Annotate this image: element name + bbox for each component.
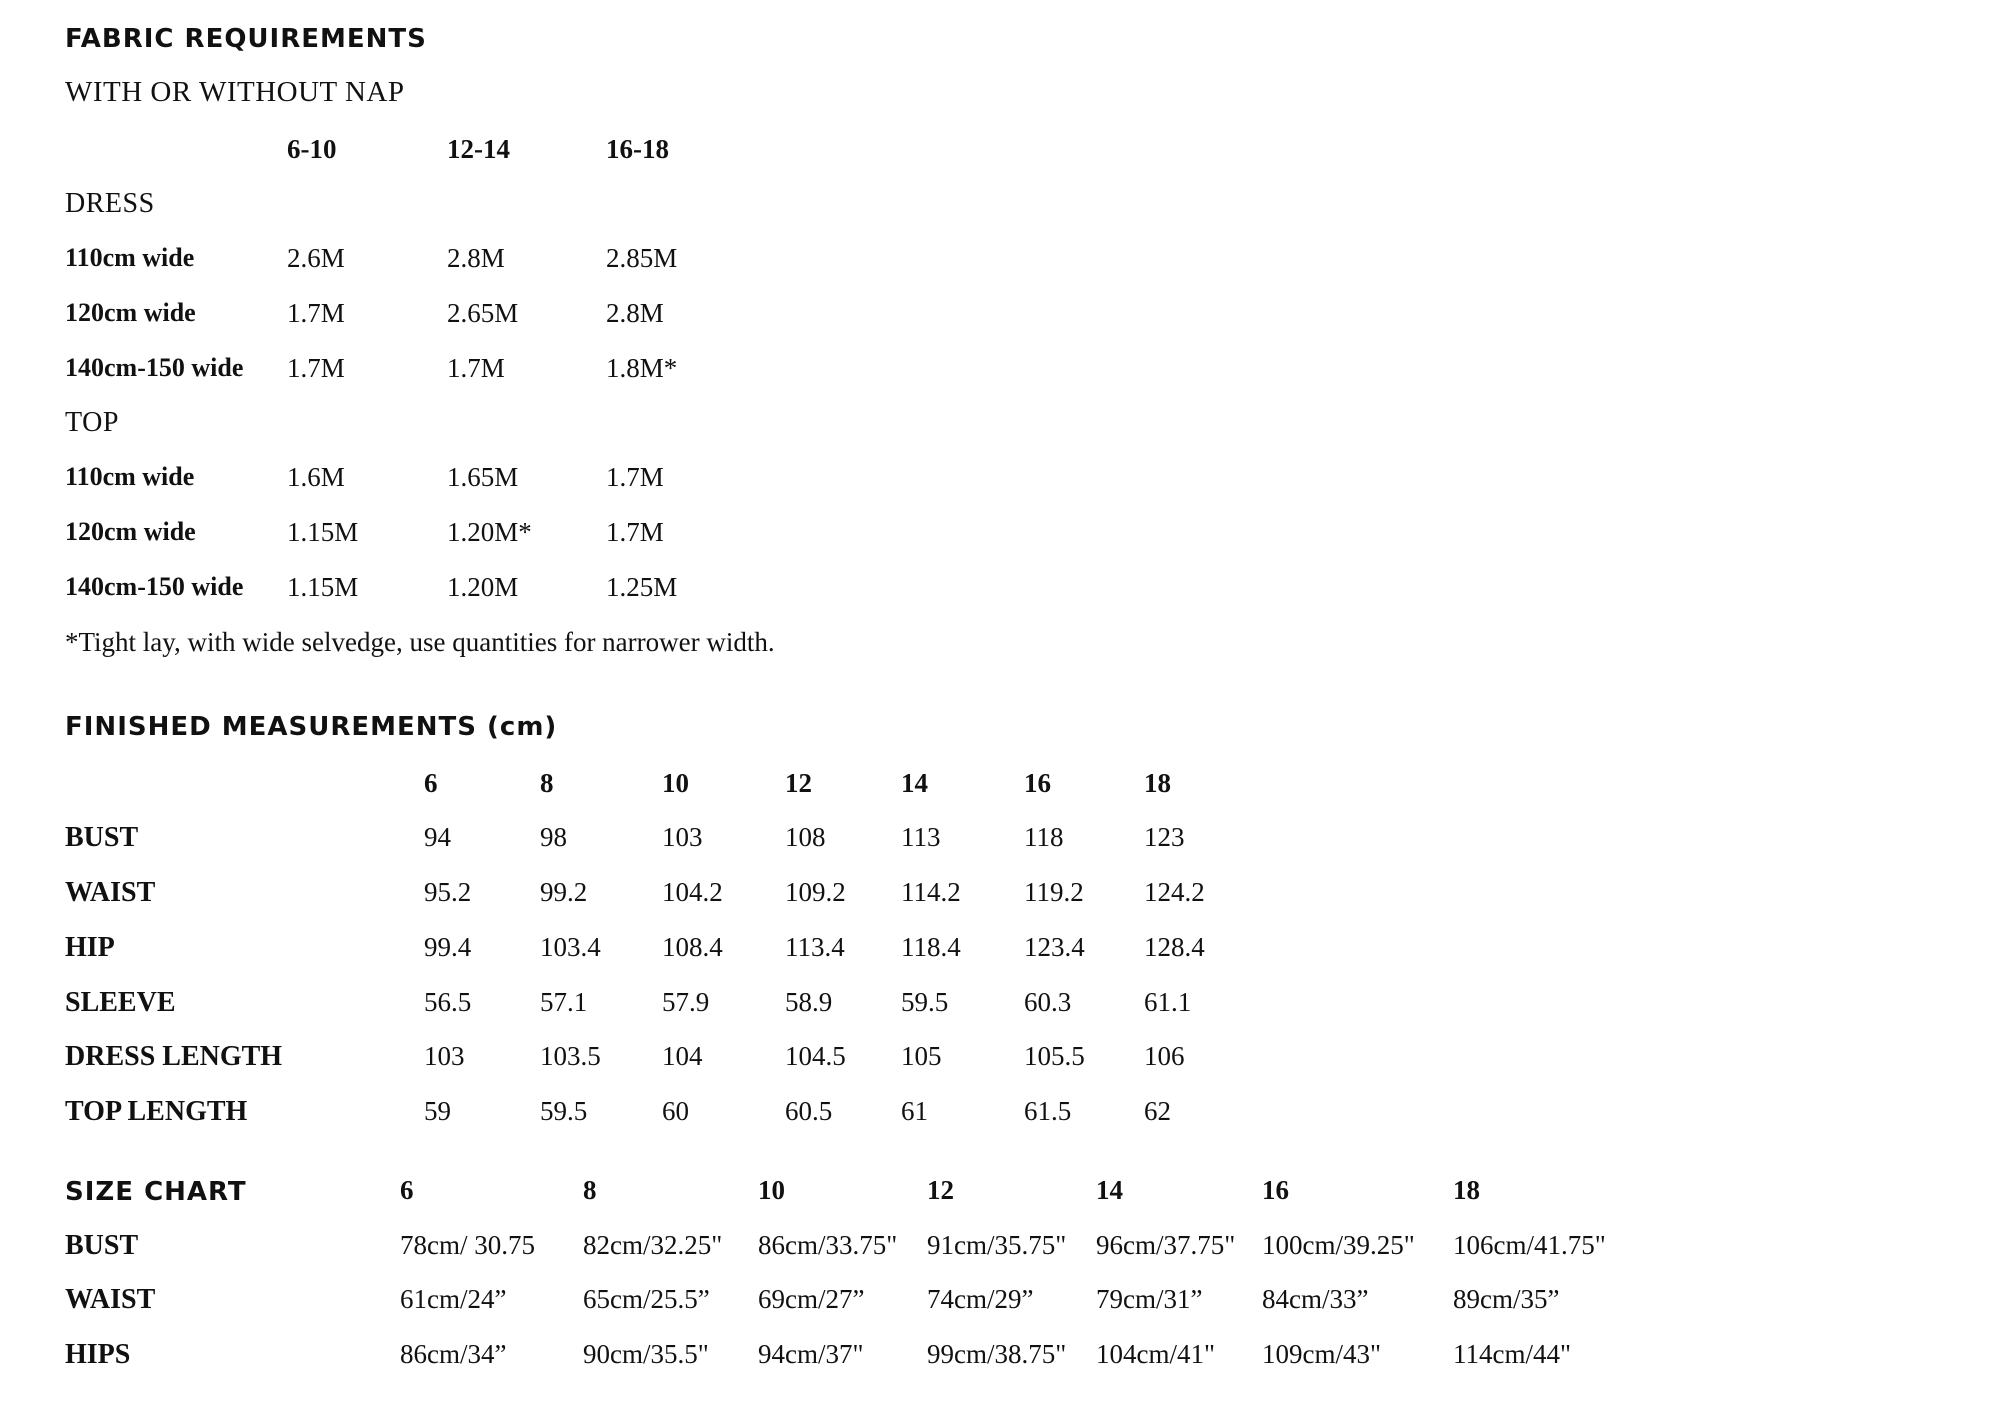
size-chart-value: 114cm/44" <box>1453 1339 1572 1369</box>
finished-size-header: 12 <box>785 768 812 798</box>
finished-value: 103.5 <box>540 1041 601 1071</box>
fabric-value: 1.20M <box>447 572 519 602</box>
size-chart-value: 65cm/25.5” <box>583 1284 710 1314</box>
fabric-section-heading <box>0 407 1900 447</box>
fabric-width-label: 110cm wide <box>65 462 195 491</box>
fabric-value: 1.7M <box>287 298 345 328</box>
finished-value: 103.4 <box>540 932 601 962</box>
size-chart-row <box>0 1230 1900 1270</box>
fabric-value: 1.6M <box>287 462 345 492</box>
finished-row-label: SLEEVE <box>65 987 176 1018</box>
finished-value: 119.2 <box>1024 877 1084 907</box>
finished-value: 104 <box>662 1041 703 1071</box>
finished-value: 113.4 <box>785 932 845 962</box>
fabric-width-label: 140cm-150 wide <box>65 572 244 601</box>
fabric-size-header: 6-10 <box>287 134 337 164</box>
fabric-requirements-title: FABRIC REQUIREMENTS <box>65 24 427 54</box>
finished-value: 128.4 <box>1144 932 1205 962</box>
nap-subtitle: WITH OR WITHOUT NAP <box>65 76 405 108</box>
finished-value: 61.1 <box>1144 987 1192 1017</box>
dress-section-label: DRESS <box>65 188 155 219</box>
size-chart-value: 69cm/27” <box>758 1284 865 1314</box>
finished-row <box>0 822 1900 862</box>
finished-value: 109.2 <box>785 877 846 907</box>
fabric-footnote: *Tight lay, with wide selvedge, use quantities for narrower width. <box>65 627 775 657</box>
fabric-value: 2.8M <box>447 243 505 273</box>
fabric-size-header: 12-14 <box>447 134 510 164</box>
finished-row <box>0 1096 1900 1136</box>
finished-value: 57.1 <box>540 987 588 1017</box>
fabric-row <box>0 517 1900 557</box>
finished-size-header: 10 <box>662 768 689 798</box>
finished-value: 105.5 <box>1024 1041 1085 1071</box>
size-chart-row-label: BUST <box>65 1230 139 1261</box>
finished-value: 104.5 <box>785 1041 846 1071</box>
finished-value: 106 <box>1144 1041 1185 1071</box>
finished-row <box>0 1041 1900 1081</box>
finished-value: 59.5 <box>540 1096 588 1126</box>
size-chart-value: 79cm/31” <box>1096 1284 1203 1314</box>
size-chart-value: 109cm/43" <box>1262 1339 1382 1369</box>
finished-value: 61.5 <box>1024 1096 1072 1126</box>
size-chart-size-header: 10 <box>758 1175 785 1205</box>
fabric-row <box>0 298 1900 338</box>
size-chart-value: 106cm/41.75" <box>1453 1230 1606 1260</box>
size-chart-value: 86cm/33.75" <box>758 1230 898 1260</box>
fabric-value: 1.7M <box>287 353 345 383</box>
finished-row <box>0 987 1900 1027</box>
size-chart-row <box>0 1284 1900 1324</box>
finished-row-label: BUST <box>65 822 139 853</box>
finished-row <box>0 877 1900 917</box>
fabric-value: 1.15M <box>287 572 359 602</box>
fabric-value: 2.6M <box>287 243 345 273</box>
size-chart-size-header: 14 <box>1096 1175 1123 1205</box>
size-chart-value: 94cm/37" <box>758 1339 864 1369</box>
finished-row-label: HIP <box>65 932 115 963</box>
size-chart-value: 84cm/33” <box>1262 1284 1369 1314</box>
size-chart-value: 104cm/41" <box>1096 1339 1216 1369</box>
finished-value: 60.5 <box>785 1096 833 1126</box>
fabric-value: 1.65M <box>447 462 519 492</box>
fabric-value: 1.25M <box>606 572 678 602</box>
finished-value: 108 <box>785 822 826 852</box>
fabric-size-header: 16-18 <box>606 134 669 164</box>
finished-measurements-title: FINISHED MEASUREMENTS (cm) <box>65 712 558 742</box>
fabric-size-header-row <box>0 134 1900 174</box>
fabric-row <box>0 572 1900 612</box>
finished-value: 123 <box>1144 822 1185 852</box>
finished-value: 103 <box>662 822 703 852</box>
finished-value: 108.4 <box>662 932 723 962</box>
size-chart-value: 61cm/24” <box>400 1284 507 1314</box>
fabric-section-heading <box>0 188 1900 228</box>
finished-value: 118 <box>1024 822 1064 852</box>
finished-value: 123.4 <box>1024 932 1085 962</box>
finished-value: 124.2 <box>1144 877 1205 907</box>
finished-row-label: DRESS LENGTH <box>65 1041 283 1072</box>
finished-value: 94 <box>424 822 451 852</box>
size-chart-value: 100cm/39.25" <box>1262 1230 1415 1260</box>
size-chart-title: SIZE CHART <box>65 1177 247 1207</box>
size-chart-size-header: 6 <box>400 1175 414 1205</box>
finished-value: 99.2 <box>540 877 588 907</box>
finished-size-header: 14 <box>901 768 928 798</box>
fabric-width-label: 110cm wide <box>65 243 195 272</box>
finished-value: 59.5 <box>901 987 949 1017</box>
finished-value: 99.4 <box>424 932 472 962</box>
finished-size-header-row <box>0 768 1900 808</box>
finished-value: 62 <box>1144 1096 1171 1126</box>
fabric-width-label: 120cm wide <box>65 298 196 327</box>
fabric-width-label: 140cm-150 wide <box>65 353 244 382</box>
fabric-row <box>0 243 1900 283</box>
finished-value: 113 <box>901 822 941 852</box>
finished-size-header: 8 <box>540 768 554 798</box>
fabric-value: 2.65M <box>447 298 519 328</box>
size-chart-value: 86cm/34” <box>400 1339 507 1369</box>
finished-value: 114.2 <box>901 877 961 907</box>
size-chart-size-header: 18 <box>1453 1175 1480 1205</box>
finished-size-header: 18 <box>1144 768 1171 798</box>
finished-value: 104.2 <box>662 877 723 907</box>
size-chart-value: 96cm/37.75" <box>1096 1230 1236 1260</box>
fabric-value: 1.7M <box>447 353 505 383</box>
fabric-value: 2.85M <box>606 243 678 273</box>
size-chart-value: 82cm/32.25" <box>583 1230 723 1260</box>
finished-value: 56.5 <box>424 987 472 1017</box>
fabric-value: 2.8M <box>606 298 664 328</box>
size-chart-size-header: 8 <box>583 1175 597 1205</box>
size-chart-header-row <box>0 1175 1900 1215</box>
finished-value: 57.9 <box>662 987 710 1017</box>
finished-row <box>0 932 1900 972</box>
size-chart-value: 89cm/35” <box>1453 1284 1560 1314</box>
finished-value: 103 <box>424 1041 465 1071</box>
size-chart-value: 99cm/38.75" <box>927 1339 1067 1369</box>
finished-value: 60.3 <box>1024 987 1072 1017</box>
fabric-value: 1.15M <box>287 517 359 547</box>
finished-row-label: TOP LENGTH <box>65 1096 248 1127</box>
fabric-value: 1.7M <box>606 462 664 492</box>
size-chart-row-label: HIPS <box>65 1339 131 1370</box>
fabric-value: 1.8M* <box>606 353 678 383</box>
finished-value: 98 <box>540 822 567 852</box>
finished-value: 118.4 <box>901 932 961 962</box>
fabric-row <box>0 462 1900 502</box>
size-chart-value: 78cm/ 30.75 <box>400 1230 535 1260</box>
finished-value: 95.2 <box>424 877 472 907</box>
size-chart-value: 90cm/35.5" <box>583 1339 709 1369</box>
size-chart-size-header: 16 <box>1262 1175 1289 1205</box>
fabric-value: 1.7M <box>606 517 664 547</box>
fabric-value: 1.20M* <box>447 517 532 547</box>
finished-value: 61 <box>901 1096 928 1126</box>
finished-size-header: 16 <box>1024 768 1051 798</box>
finished-value: 59 <box>424 1096 451 1126</box>
size-chart-size-header: 12 <box>927 1175 954 1205</box>
size-chart-value: 74cm/29” <box>927 1284 1034 1314</box>
finished-value: 60 <box>662 1096 689 1126</box>
size-chart-row-label: WAIST <box>65 1284 156 1315</box>
finished-value: 58.9 <box>785 987 833 1017</box>
fabric-row <box>0 353 1900 393</box>
finished-value: 105 <box>901 1041 942 1071</box>
size-chart-row <box>0 1339 1900 1379</box>
size-chart-value: 91cm/35.75" <box>927 1230 1067 1260</box>
finished-row-label: WAIST <box>65 877 156 908</box>
finished-size-header: 6 <box>424 768 438 798</box>
fabric-width-label: 120cm wide <box>65 517 196 546</box>
top-section-label: TOP <box>65 407 119 438</box>
